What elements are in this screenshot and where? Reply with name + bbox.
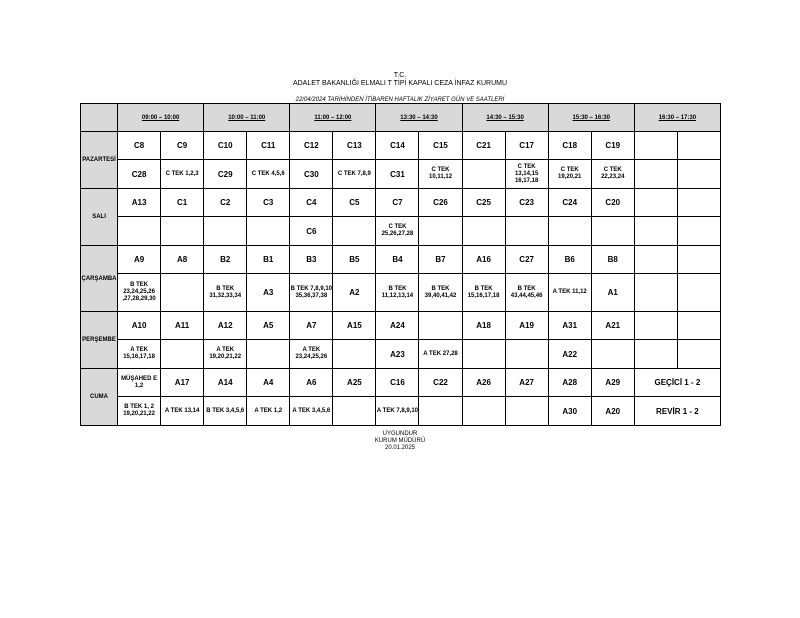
schedule-cell: C3: [247, 189, 290, 217]
schedule-cell: C9: [161, 132, 204, 160]
footer-date: 20.01.2025: [384, 445, 416, 451]
schedule-cell: C8: [118, 132, 161, 160]
schedule-cell: C23: [505, 189, 548, 217]
schedule-cell: [677, 217, 720, 246]
schedule-cell: A28: [548, 369, 591, 397]
schedule-cell: [247, 340, 290, 369]
time-header-row: [81, 104, 721, 132]
row-cuma-1: [81, 369, 721, 397]
schedule-cell: [634, 132, 677, 160]
schedule-cell: A TEK 27,28: [419, 340, 462, 369]
schedule-cell: A17: [161, 369, 204, 397]
schedule-cell: [161, 274, 204, 312]
schedule-cell: B TEK 3,4,5,6: [204, 397, 247, 426]
schedule-cell: [677, 189, 720, 217]
schedule-cell: C27: [505, 246, 548, 274]
schedule-cell: A3: [247, 274, 290, 312]
schedule-cell: A8: [161, 246, 204, 274]
schedule-cell: C TEK 13,14,15 16,17,18: [505, 160, 548, 189]
schedule-cell: A1: [591, 274, 634, 312]
schedule-cell: [677, 274, 720, 312]
schedule-cell: [634, 274, 677, 312]
schedule-cell: A25: [333, 369, 376, 397]
schedule-cell: [204, 217, 247, 246]
row-pazartesi-2: [81, 160, 721, 189]
visit-schedule-table: [80, 103, 721, 426]
day-label-pazartesi: PAZARTESİ: [81, 132, 118, 189]
schedule-cell: C7: [376, 189, 419, 217]
schedule-cell: B4: [376, 246, 419, 274]
schedule-cell: A31: [548, 312, 591, 340]
schedule-cell: A10: [118, 312, 161, 340]
schedule-cell: C21: [462, 132, 505, 160]
schedule-cell: C6: [290, 217, 333, 246]
schedule-cell: [634, 189, 677, 217]
schedule-cell: A4: [247, 369, 290, 397]
footer-director: KURUM MÜDÜRÜ: [374, 438, 426, 444]
row-carsamba-1: [81, 246, 721, 274]
time-slot-4: 13:30 – 14:30: [376, 104, 462, 132]
time-slot-6: 15:30 – 16:30: [548, 104, 634, 132]
schedule-cell: A TEK 15,16,17,18: [118, 340, 161, 369]
row-sali-2: [81, 217, 721, 246]
schedule-cell: C19: [591, 132, 634, 160]
schedule-cell: A TEK 11,12: [548, 274, 591, 312]
day-label-persembe: PERŞEMBE: [81, 312, 118, 369]
schedule-cell: B1: [247, 246, 290, 274]
schedule-cell: B5: [333, 246, 376, 274]
schedule-cell: [419, 312, 462, 340]
schedule-cell: C17: [505, 132, 548, 160]
schedule-cell: B7: [419, 246, 462, 274]
schedule-cell: [634, 160, 677, 189]
schedule-cell: C20: [591, 189, 634, 217]
time-slot-3: 11:00 – 12:00: [290, 104, 376, 132]
schedule-cell: [333, 217, 376, 246]
schedule-cell: B6: [548, 246, 591, 274]
schedule-cell: [548, 217, 591, 246]
schedule-cell: A TEK 1,2: [247, 397, 290, 426]
time-slot-1: 09:00 – 10:00: [118, 104, 204, 132]
schedule-cell: C5: [333, 189, 376, 217]
schedule-cell: C29: [204, 160, 247, 189]
schedule-cell: A14: [204, 369, 247, 397]
schedule-cell: A TEK 7,8,9,10: [376, 397, 419, 426]
schedule-cell: A15: [333, 312, 376, 340]
schedule-cell: [462, 340, 505, 369]
schedule-cell: [634, 246, 677, 274]
day-label-cuma: CUMA: [81, 369, 118, 426]
header-tc: T.C.: [393, 72, 407, 79]
schedule-cell: B2: [204, 246, 247, 274]
schedule-cell: A18: [462, 312, 505, 340]
schedule-cell: C TEK 22,23,24: [591, 160, 634, 189]
schedule-cell: A11: [161, 312, 204, 340]
schedule-cell: B TEK 7,8,9,10 35,36,37,38: [290, 274, 333, 312]
schedule-cell: A16: [462, 246, 505, 274]
schedule-cell: [161, 217, 204, 246]
time-slot-7: 16:30 – 17:30: [634, 104, 720, 132]
schedule-cell: B TEK 15,16,17,18: [462, 274, 505, 312]
schedule-cell: MÜŞAHED E 1,2: [118, 369, 161, 397]
schedule-cell: C26: [419, 189, 462, 217]
schedule-cell: [591, 340, 634, 369]
schedule-cell: A TEK 23,24,25,26: [290, 340, 333, 369]
header-institution: ADALET BAKANLIĞI ELMALI T TİPİ KAPALI CEZA İNFAZ KURUMU: [292, 80, 508, 87]
schedule-cell: A23: [376, 340, 419, 369]
row-sali-1: [81, 189, 721, 217]
schedule-cell: [505, 340, 548, 369]
schedule-cell: A6: [290, 369, 333, 397]
schedule-cell: [505, 217, 548, 246]
schedule-cell: C TEK 25,26,27,28: [376, 217, 419, 246]
schedule-cell: [505, 397, 548, 426]
schedule-cell: C TEK 1,2,3: [161, 160, 204, 189]
row-persembe-2: [81, 340, 721, 369]
schedule-cell: A22: [548, 340, 591, 369]
schedule-cell: [462, 397, 505, 426]
schedule-cell: C TEK 10,11,12: [419, 160, 462, 189]
schedule-cell: [161, 340, 204, 369]
schedule-cell: [677, 340, 720, 369]
schedule-cell: C2: [204, 189, 247, 217]
schedule-cell: [677, 160, 720, 189]
schedule-cell: C31: [376, 160, 419, 189]
schedule-cell: C TEK 4,5,6: [247, 160, 290, 189]
infirmary-cell: REVİR 1 - 2: [634, 397, 720, 426]
schedule-cell: [634, 312, 677, 340]
schedule-cell: A24: [376, 312, 419, 340]
schedule-cell: A26: [462, 369, 505, 397]
schedule-cell: [677, 246, 720, 274]
schedule-cell: B3: [290, 246, 333, 274]
schedule-cell: [634, 340, 677, 369]
schedule-cell: C TEK 19,20,21: [548, 160, 591, 189]
schedule-cell: C28: [118, 160, 161, 189]
schedule-cell: A27: [505, 369, 548, 397]
schedule-cell: C25: [462, 189, 505, 217]
schedule-cell: B TEK 23,24,25,26 ,27,28,29,30: [118, 274, 161, 312]
schedule-cell: C30: [290, 160, 333, 189]
schedule-cell: A9: [118, 246, 161, 274]
schedule-cell: [677, 132, 720, 160]
schedule-cell: A29: [591, 369, 634, 397]
schedule-cell: B TEK 11,12,13,14: [376, 274, 419, 312]
schedule-cell: A2: [333, 274, 376, 312]
schedule-cell: A TEK 13,14: [161, 397, 204, 426]
day-label-sali: SALI: [81, 189, 118, 246]
schedule-cell: [247, 217, 290, 246]
schedule-cell: C10: [204, 132, 247, 160]
schedule-cell: C12: [290, 132, 333, 160]
schedule-cell: [677, 312, 720, 340]
schedule-cell: [591, 217, 634, 246]
schedule-cell: C16: [376, 369, 419, 397]
schedule-cell: C1: [161, 189, 204, 217]
time-slot-5: 14:30 – 15:30: [462, 104, 548, 132]
schedule-cell: C22: [419, 369, 462, 397]
schedule-cell: A13: [118, 189, 161, 217]
schedule-cell: [462, 160, 505, 189]
schedule-cell: C TEK 7,8,9: [333, 160, 376, 189]
schedule-cell: B TEK 1, 2 19,20,21,22: [118, 397, 161, 426]
schedule-cell: [333, 397, 376, 426]
schedule-cell: B TEK 39,40,41,42: [419, 274, 462, 312]
footer-approved: UYGUNDUR: [382, 431, 418, 437]
schedule-cell: A TEK 19,20,21,22: [204, 340, 247, 369]
schedule-cell: [118, 217, 161, 246]
schedule-cell: C13: [333, 132, 376, 160]
schedule-cell: A12: [204, 312, 247, 340]
schedule-cell: C11: [247, 132, 290, 160]
schedule-cell: B TEK 43,44,45,46: [505, 274, 548, 312]
row-carsamba-2: [81, 274, 721, 312]
schedule-cell: C14: [376, 132, 419, 160]
schedule-cell: A21: [591, 312, 634, 340]
row-cuma-2: [81, 397, 721, 426]
schedule-cell: A5: [247, 312, 290, 340]
schedule-cell: A30: [548, 397, 591, 426]
corner-cell: [81, 104, 118, 132]
schedule-cell: [462, 217, 505, 246]
schedule-cell: C15: [419, 132, 462, 160]
schedule-cell: [419, 397, 462, 426]
header-subtitle: 22/04/2024 TARİHİNDEN İTİBAREN HAFTALIK ZİYARET GÜN VE SAATLERİ: [295, 97, 505, 103]
schedule-cell: A TEK 3,4,5,6: [290, 397, 333, 426]
schedule-cell: A19: [505, 312, 548, 340]
temporary-cell: GEÇİCİ 1 - 2: [634, 369, 720, 397]
schedule-cell: [333, 340, 376, 369]
row-pazartesi-1: [81, 132, 721, 160]
schedule-cell: [634, 217, 677, 246]
schedule-cell: C4: [290, 189, 333, 217]
schedule-cell: B TEK 31,32,33,34: [204, 274, 247, 312]
schedule-cell: C18: [548, 132, 591, 160]
schedule-cell: A7: [290, 312, 333, 340]
time-slot-2: 10:00 – 11:00: [204, 104, 290, 132]
day-label-carsamba: ÇARŞAMBA: [81, 246, 118, 312]
schedule-cell: A20: [591, 397, 634, 426]
row-persembe-1: [81, 312, 721, 340]
schedule-cell: C24: [548, 189, 591, 217]
schedule-cell: [419, 217, 462, 246]
schedule-cell: B8: [591, 246, 634, 274]
